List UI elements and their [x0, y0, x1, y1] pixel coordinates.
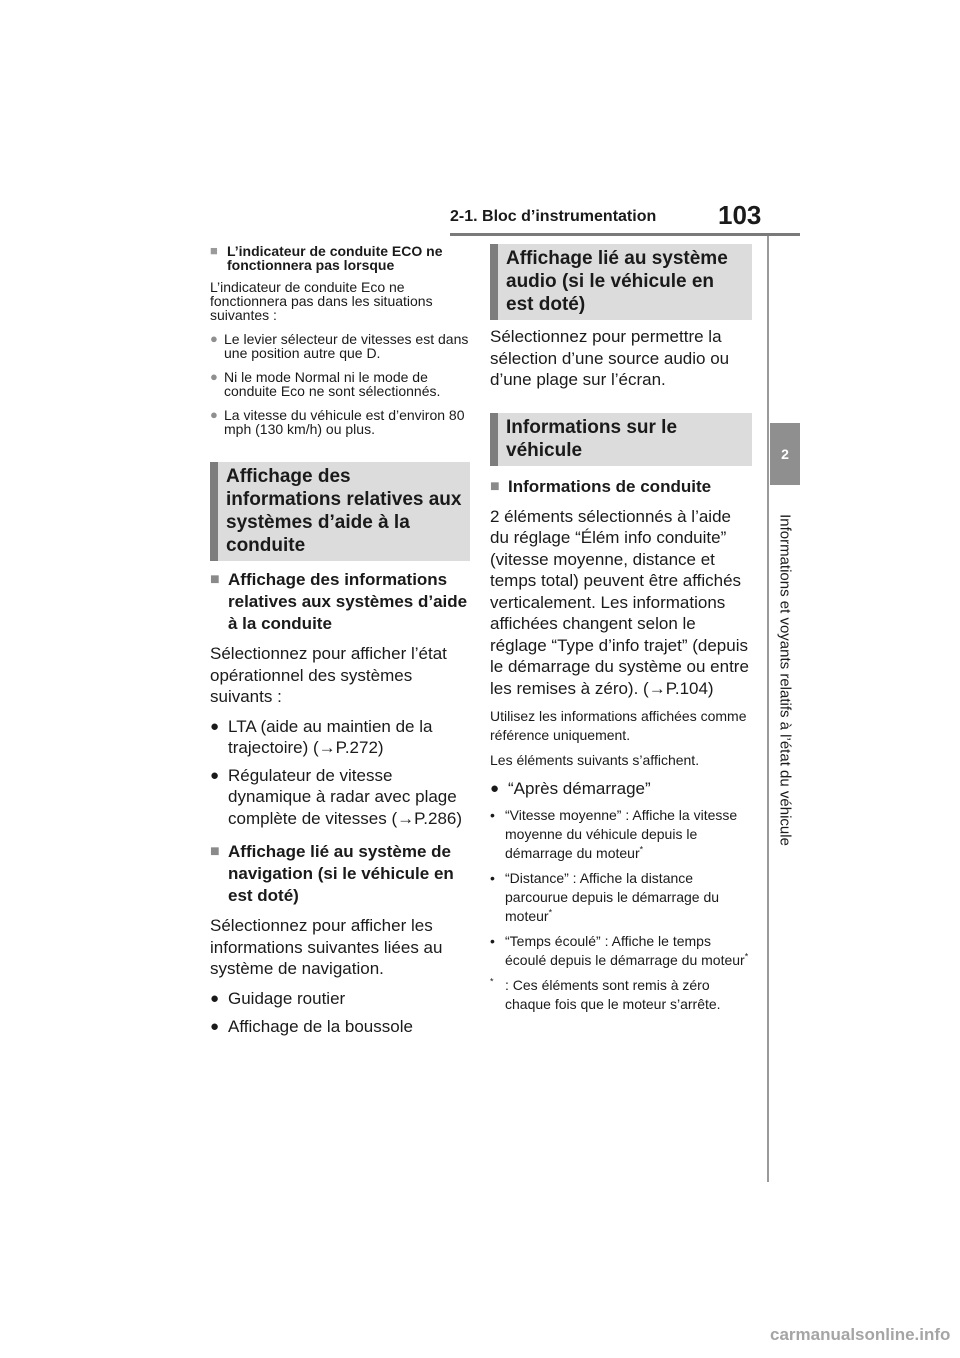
eco-heading [210, 244, 470, 272]
drive-assist-body: Sélectionnez pour afficher l’état opérationnel des systèmes suivants : [210, 644, 447, 706]
nav-subheading [210, 841, 470, 907]
side-rule [767, 236, 769, 1182]
right-column [490, 244, 752, 1014]
list-item-text: Affichage de la boussole [228, 1017, 413, 1036]
sub-list-item [490, 869, 752, 926]
chapter-number: 2 [781, 446, 789, 462]
left-column [210, 244, 470, 1038]
sub-list-item [490, 932, 752, 970]
list-item [210, 716, 470, 759]
nav-body: Sélectionnez pour afficher les informations suivantes liées au système de navigation. [210, 916, 443, 978]
list-item [210, 332, 470, 360]
subheading-text: Affichage lié au système de navigation (si le véhicule en est doté) [228, 842, 454, 905]
sub-list-item-text: “Vitesse moyenne” : Affiche la vitesse moyenne du véhicule depuis le démarrage du moteur [505, 806, 738, 861]
footnote-marker: * [490, 975, 494, 986]
dot-icon: • [490, 806, 495, 823]
bullet-icon: ● [490, 780, 500, 797]
list-item [210, 408, 470, 436]
list-item-text: Guidage routier [228, 988, 346, 1008]
bullet-icon: ● [210, 717, 220, 735]
list-item [210, 370, 470, 398]
list-item-text: La vitesse du véhicule est d’environ 80 mph (130 km/h) ou plus. [224, 407, 465, 437]
bullet-icon: ● [210, 766, 220, 784]
eco-intro: L’indicateur de conduite Eco ne fonctionnera pas dans les situations suivantes : [210, 279, 433, 323]
list-item [210, 1016, 470, 1038]
dot-icon: • [490, 932, 495, 949]
page-number: 103 [718, 200, 762, 230]
footnote-marker: * [548, 906, 553, 917]
note-items: Les éléments suivants s’affichent. [490, 752, 700, 768]
header-rule [450, 233, 800, 236]
subheading-text: Informations de conduite [508, 476, 712, 496]
footnote [490, 976, 752, 1014]
list-item-text: Régulateur de vitesse dynamique à radar avec plage complète de vitesses (→P.286) [228, 765, 463, 828]
audio-body: Sélectionnez pour permettre la sélection d’une source audio ou d’une plage sur l’écran. [490, 327, 730, 389]
list-item-text: Le levier sélecteur de vitesses est dans une position autre que D. [224, 331, 469, 361]
sub-list-item [490, 806, 752, 863]
drive-assist-subheading [210, 569, 470, 635]
driving-info-heading [490, 476, 752, 498]
driving-info-body: 2 éléments sélectionnés à l’aide du réglage “Élém info conduite” (vitesse moyenne, distance et temps total) peuvent être affichés verticalement. Les informations affichées changent selon le réglage “Type d’info trajet” (depuis le démarrage du système ou entre les remises à zéro). (→P.104) [490, 506, 749, 698]
list-item-text: LTA (aide au maintien de la trajectoire) (→P.272) [228, 716, 433, 757]
list-item-text: Ni le mode Normal ni le mode de conduite Eco ne sont sélectionnés. [224, 369, 441, 399]
list-item [210, 765, 470, 830]
list-item [490, 778, 752, 800]
section-heading-audio: Affichage lié au système audio (si le véhicule en est doté) [490, 244, 752, 320]
circle-bullet-icon: ● [210, 369, 218, 384]
dot-icon: • [490, 869, 495, 886]
bullet-icon: ● [210, 1018, 220, 1035]
section-heading-vehicle-info: Informations sur le véhicule [490, 413, 752, 466]
footnote-text: : Ces éléments sont remis à zéro chaque fois que le moteur s’arrête. [505, 976, 721, 1012]
eco-heading-text: L’indicateur de conduite ECO ne fonctionnera pas lorsque [227, 243, 443, 273]
circle-bullet-icon: ● [210, 331, 218, 346]
list-item-text: “Après démarrage” [508, 779, 651, 798]
section-heading-drive-assist: Affichage des informations relatives aux systèmes d’aide à la conduite [210, 462, 470, 561]
square-bullet-icon: ■ [490, 477, 500, 495]
note-reference: Utilisez les informations affichées comme référence uniquement. [490, 708, 747, 743]
section-title: 2-1. Bloc d’instrumentation [450, 208, 657, 225]
watermark: carmanualsonline.info [770, 1325, 951, 1344]
square-bullet-icon: ■ [210, 243, 218, 258]
square-bullet-icon: ■ [210, 571, 220, 588]
bullet-icon: ● [210, 989, 220, 1007]
square-bullet-icon: ■ [210, 843, 220, 860]
list-item [210, 988, 470, 1010]
footnote-marker: * [744, 950, 749, 961]
circle-bullet-icon: ● [210, 407, 218, 422]
subheading-text: Affichage des informations relatives aux systèmes d’aide à la conduite [228, 570, 468, 633]
footnote-marker: * [639, 843, 644, 854]
chapter-tab [770, 423, 800, 485]
chapter-title: Informations et voyants relatifs à l’état du véhicule [776, 514, 794, 846]
sub-list-item-text: “Distance” : Affiche la distance parcourue depuis le démarrage du moteur [505, 869, 720, 924]
sub-list-item-text: “Temps écoulé” : Affiche le temps écoulé depuis le démarrage du moteur [505, 932, 745, 968]
